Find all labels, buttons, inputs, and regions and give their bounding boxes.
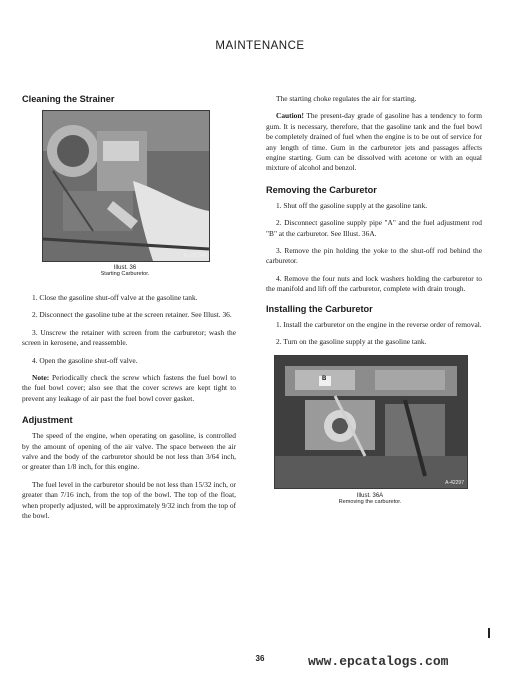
page-number: 36	[255, 654, 265, 663]
illustration-36a-caption	[274, 493, 466, 505]
page-edge-mark	[488, 628, 490, 638]
installing-step-1: 1. Install the carburetor on the engine in the reverse order of removal.	[276, 319, 482, 329]
removing-step-2: 2. Disconnect gasoline supply pipe "A" and the fuel adjustment rod "B" at the carburetor. See Illust. 36A.	[266, 218, 482, 238]
illustration-36a-title: Illust. 36A	[356, 492, 384, 499]
choke-paragraph: The starting choke regulates the air for starting.	[276, 94, 417, 103]
section-heading-cleaning: Cleaning the Strainer	[22, 94, 115, 104]
left-column	[22, 94, 236, 529]
section-heading-installing: Installing the Carburetor	[266, 303, 373, 314]
watermark-link[interactable]: www.epcatalogs.com	[308, 654, 449, 669]
figure-code: A-42297	[445, 479, 464, 486]
adjustment-paragraph-2: The fuel level in the carburetor should be not less than 15/32 inch, or greater than 7/16 inch, from the top of the bowl. The top of the float, when properly adjusted, will be approximately 9/32 inch from the top of the bowl.	[22, 479, 237, 521]
cleaning-step-3: 3. Unscrew the retainer with screen from the carburetor; wash the screen in kerosene, and reassemble.	[22, 327, 236, 348]
cleaning-step-1: 1. Close the gasoline shut-off valve at the gasoline tank.	[32, 293, 198, 302]
section-heading-removing: Removing the Carburetor	[266, 184, 377, 195]
figure-code: A-13774A	[183, 253, 206, 259]
carburetor-photo	[43, 111, 209, 261]
figure-label-b: B	[322, 375, 327, 382]
illustration-36a-subtitle: Removing the carburetor.	[338, 498, 402, 505]
removing-step-4: 4. Remove the four nuts and lock washers holding the carburetor to the manifold and lift off the carburetor, complete with drain trough.	[266, 273, 482, 294]
illustration-36a-photo	[274, 355, 468, 489]
section-heading-adjustment: Adjustment	[22, 415, 73, 426]
note-text: Periodically check the screw which fastens the fuel bowl to the fuel bowl cover; also see that the cover screws are kept tight to prevent any leakage of air past the fuel bowl cover gasket.	[22, 373, 236, 403]
note-paragraph	[22, 373, 236, 404]
right-column	[266, 94, 482, 507]
cleaning-step-4: 4. Open the gasoline shut-off valve.	[32, 355, 138, 365]
installing-step-2: 2. Turn on the gasoline supply at the gasoline tank.	[276, 337, 427, 347]
note-label: Note:	[32, 373, 50, 383]
illustration-36-subtitle: Starting Carburetor.	[100, 271, 150, 277]
illustration-36-caption	[42, 265, 208, 277]
adjustment-paragraph-1: The speed of the engine, when operating on gasoline, is controlled by the amount of opening of the air valve. The space between the air valve and the body of the carburetor should be not less than 3/64 inch, or greater than 1/8 inch, for this engine.	[22, 431, 236, 472]
illustration-36-title: Illust. 36	[113, 265, 137, 271]
illustration-36-photo	[42, 110, 210, 262]
removing-step-1: 1. Shut off the gasoline supply at the gasoline tank.	[276, 200, 428, 210]
page-title: MAINTENANCE	[215, 40, 305, 52]
cleaning-step-2: 2. Disconnect the gasoline tube at the screen retainer. See Illust. 36.	[32, 310, 232, 320]
caution-text: The present-day grade of gasoline has a tendency to form gum. It is necessary, therefore, that the gasoline tank and the fuel bowl be completely drained of fuel when the engine is to be out of service for any length of time. Gum in the carburetor jets and passages affects engine starting. Gum can be dissolved with acetone or with an equal mixture of alcohol and benzol.	[266, 111, 483, 173]
caution-paragraph	[266, 111, 482, 173]
carburetor-removal-photo	[275, 356, 467, 488]
removing-step-3: 3. Remove the pin holding the yoke to the shut-off rod behind the carburetor.	[266, 246, 482, 266]
caution-label: Caution!	[276, 111, 304, 121]
